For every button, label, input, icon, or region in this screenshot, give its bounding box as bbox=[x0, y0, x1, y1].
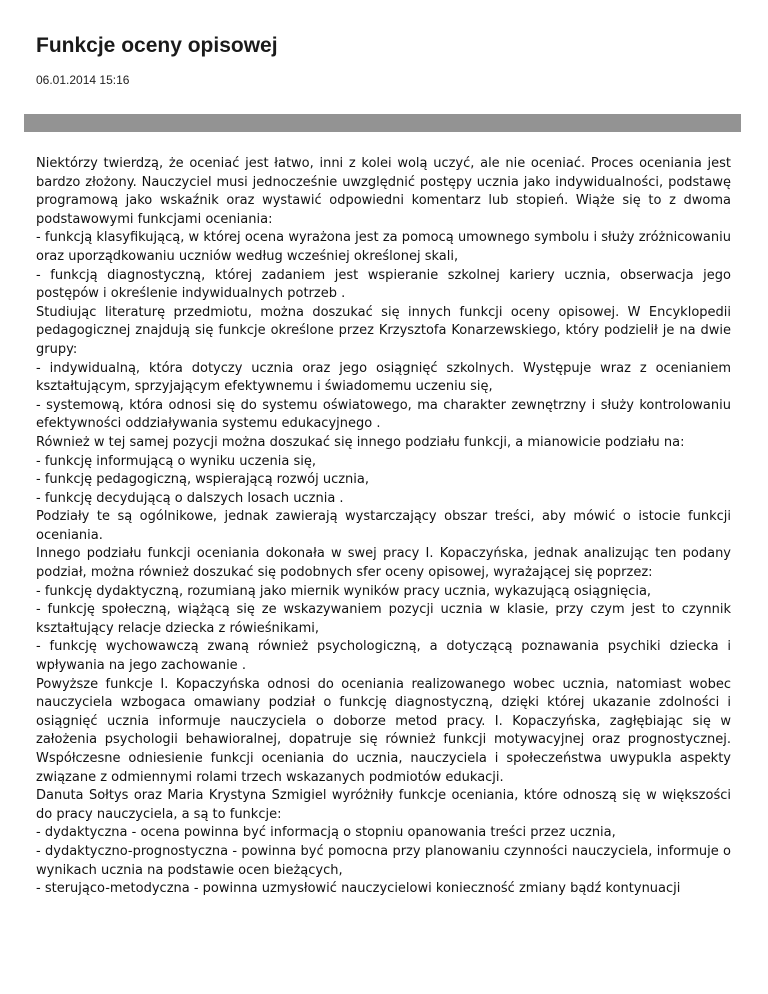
list-item: - funkcję decydującą o dalszych losach ucznia . bbox=[36, 490, 344, 506]
list-item: - funkcją klasyfikującą, w której ocena wyrażona jest za pomocą umownego symbolu i służy zróżnicowaniu oraz uporządkowaniu uczniów według wcześniej określonej skali, bbox=[36, 230, 731, 264]
list-item: - indywidualną, która dotyczy ucznia oraz jego osiągnięć szkolnych. Występuje wraz z ocenianiem kształtującym, sprzyjającym efektywnemu i świadomemu uczeniu się, bbox=[36, 360, 731, 395]
paragraph-general: Podziały te są ogólnikowe, jednak zawierają wystarczający obszar treści, aby mówić o istocie funkcji oceniania. bbox=[36, 509, 731, 543]
paragraph-kopaczynska: Innego podziału funkcji oceniania dokonała w swej pracy I. Kopaczyńska, jednak analizując ten podany podział, można również doszukać się podobnych sfer oceny opisowej, wyrażającej się poprzez: bbox=[36, 546, 731, 581]
list-item: - dydaktyczno-prognostyczna - powinna być pomocna przy planowaniu czynności nauczyciela, informuje o wynikach ucznia na podstawie ocen bieżących, bbox=[36, 843, 731, 878]
header-separator-bar bbox=[24, 114, 741, 132]
list-item: - sterująco-metodyczna - powinna uzmysłowić nauczycielowi konieczność zmiany bądź kontynuacji bbox=[36, 881, 681, 897]
paragraph-intro: Niektórzy twierdzą, że oceniać jest łatwo, inni z kolei wolą uczyć, ale nie oceniać. Proces oceniania jest bardzo złożony. Nauczyciel musi jednocześnie uwzględnić postępy ucznia jako indywidualności, podstawę programową jako wskaźnik oraz wystawić odpowiedni komentarz lub stopień. Wiąże się to z dwoma podstawowymi funkcjami oceniania: bbox=[36, 156, 731, 227]
paragraph-other-division: Również w tej samej pozycji można doszukać się innego podziału funkcji, a mianowicie podziału na: bbox=[36, 434, 685, 450]
list-item: - dydaktyczna - ocena powinna być informacją o stopniu opanowania treści przez ucznia, bbox=[36, 825, 616, 841]
list-item: - funkcję wychowawczą zwaną również psychologiczną, a dotyczącą poznawania psychiki dziecka i wpływania na jego zachowanie . bbox=[36, 639, 731, 674]
paragraph-konarzewski: Studiując literaturę przedmiotu, można doszukać się innych funkcji oceny opisowej. W Encyklopedii pedagogicznej znajdują się funkcje określone przez Krzysztofa Konarzewskiego, który podzielił je na dwie grupy: bbox=[36, 304, 731, 357]
page-title: Funkcje oceny opisowej bbox=[36, 34, 278, 57]
list-item: - funkcję społeczną, wiążącą się ze wskazywaniem pozycji ucznia w klasie, przy czym jest to czynnik kształtujący relacje dziecka z rówieśnikami, bbox=[36, 602, 731, 636]
paragraph-soltys-szmigiel: Danuta Sołtys oraz Maria Krystyna Szmigiel wyróżniły funkcje oceniania, które odnoszą się w większości do pracy nauczyciela, a są to funkcje: bbox=[36, 788, 731, 822]
list-item: - funkcję dydaktyczną, rozumianą jako miernik wyników pracy ucznia, wykazującą osiągnięcia, bbox=[36, 583, 652, 599]
list-item: - systemową, która odnosi się do systemu oświatowego, ma charakter zewnętrzny i służy kontrolowaniu efektywności oddziaływania systemu edukacyjnego . bbox=[36, 397, 731, 432]
article-body bbox=[36, 155, 731, 899]
paragraph-kopaczynska-functions: Powyższe funkcje I. Kopaczyńska odnosi do oceniania realizowanego wobec ucznia, natomiast wobec nauczyciela wzbogaca omawiany podział o funkcję diagnostyczną, dzięki której ukazanie zdolności i osiągnięć ucznia informuje nauczyciela o doborze metod pracy. I. Kopaczyńska, zagłębiając się w założenia psychologii behawioralnej, dopatruje się również funkcji motywacyjnej oraz prognostycznej. Współczesne odniesienie funkcji oceniania do ucznia, nauczyciela i społeczeństwa uwypukla aspekty związane z odmiennymi rolami trzech wskazanych podmiotów edukacji. bbox=[36, 676, 731, 785]
list-item: - funkcję informującą o wyniku uczenia się, bbox=[36, 453, 316, 469]
publish-date: 06.01.2014 15:16 bbox=[36, 73, 130, 87]
list-item: - funkcją diagnostyczną, której zadaniem jest wspieranie szkolnej kariery ucznia, obserwacja jego postępów i określenie indywidualnych potrzeb . bbox=[36, 267, 731, 302]
list-item: - funkcję pedagogiczną, wspierającą rozwój ucznia, bbox=[36, 472, 370, 488]
